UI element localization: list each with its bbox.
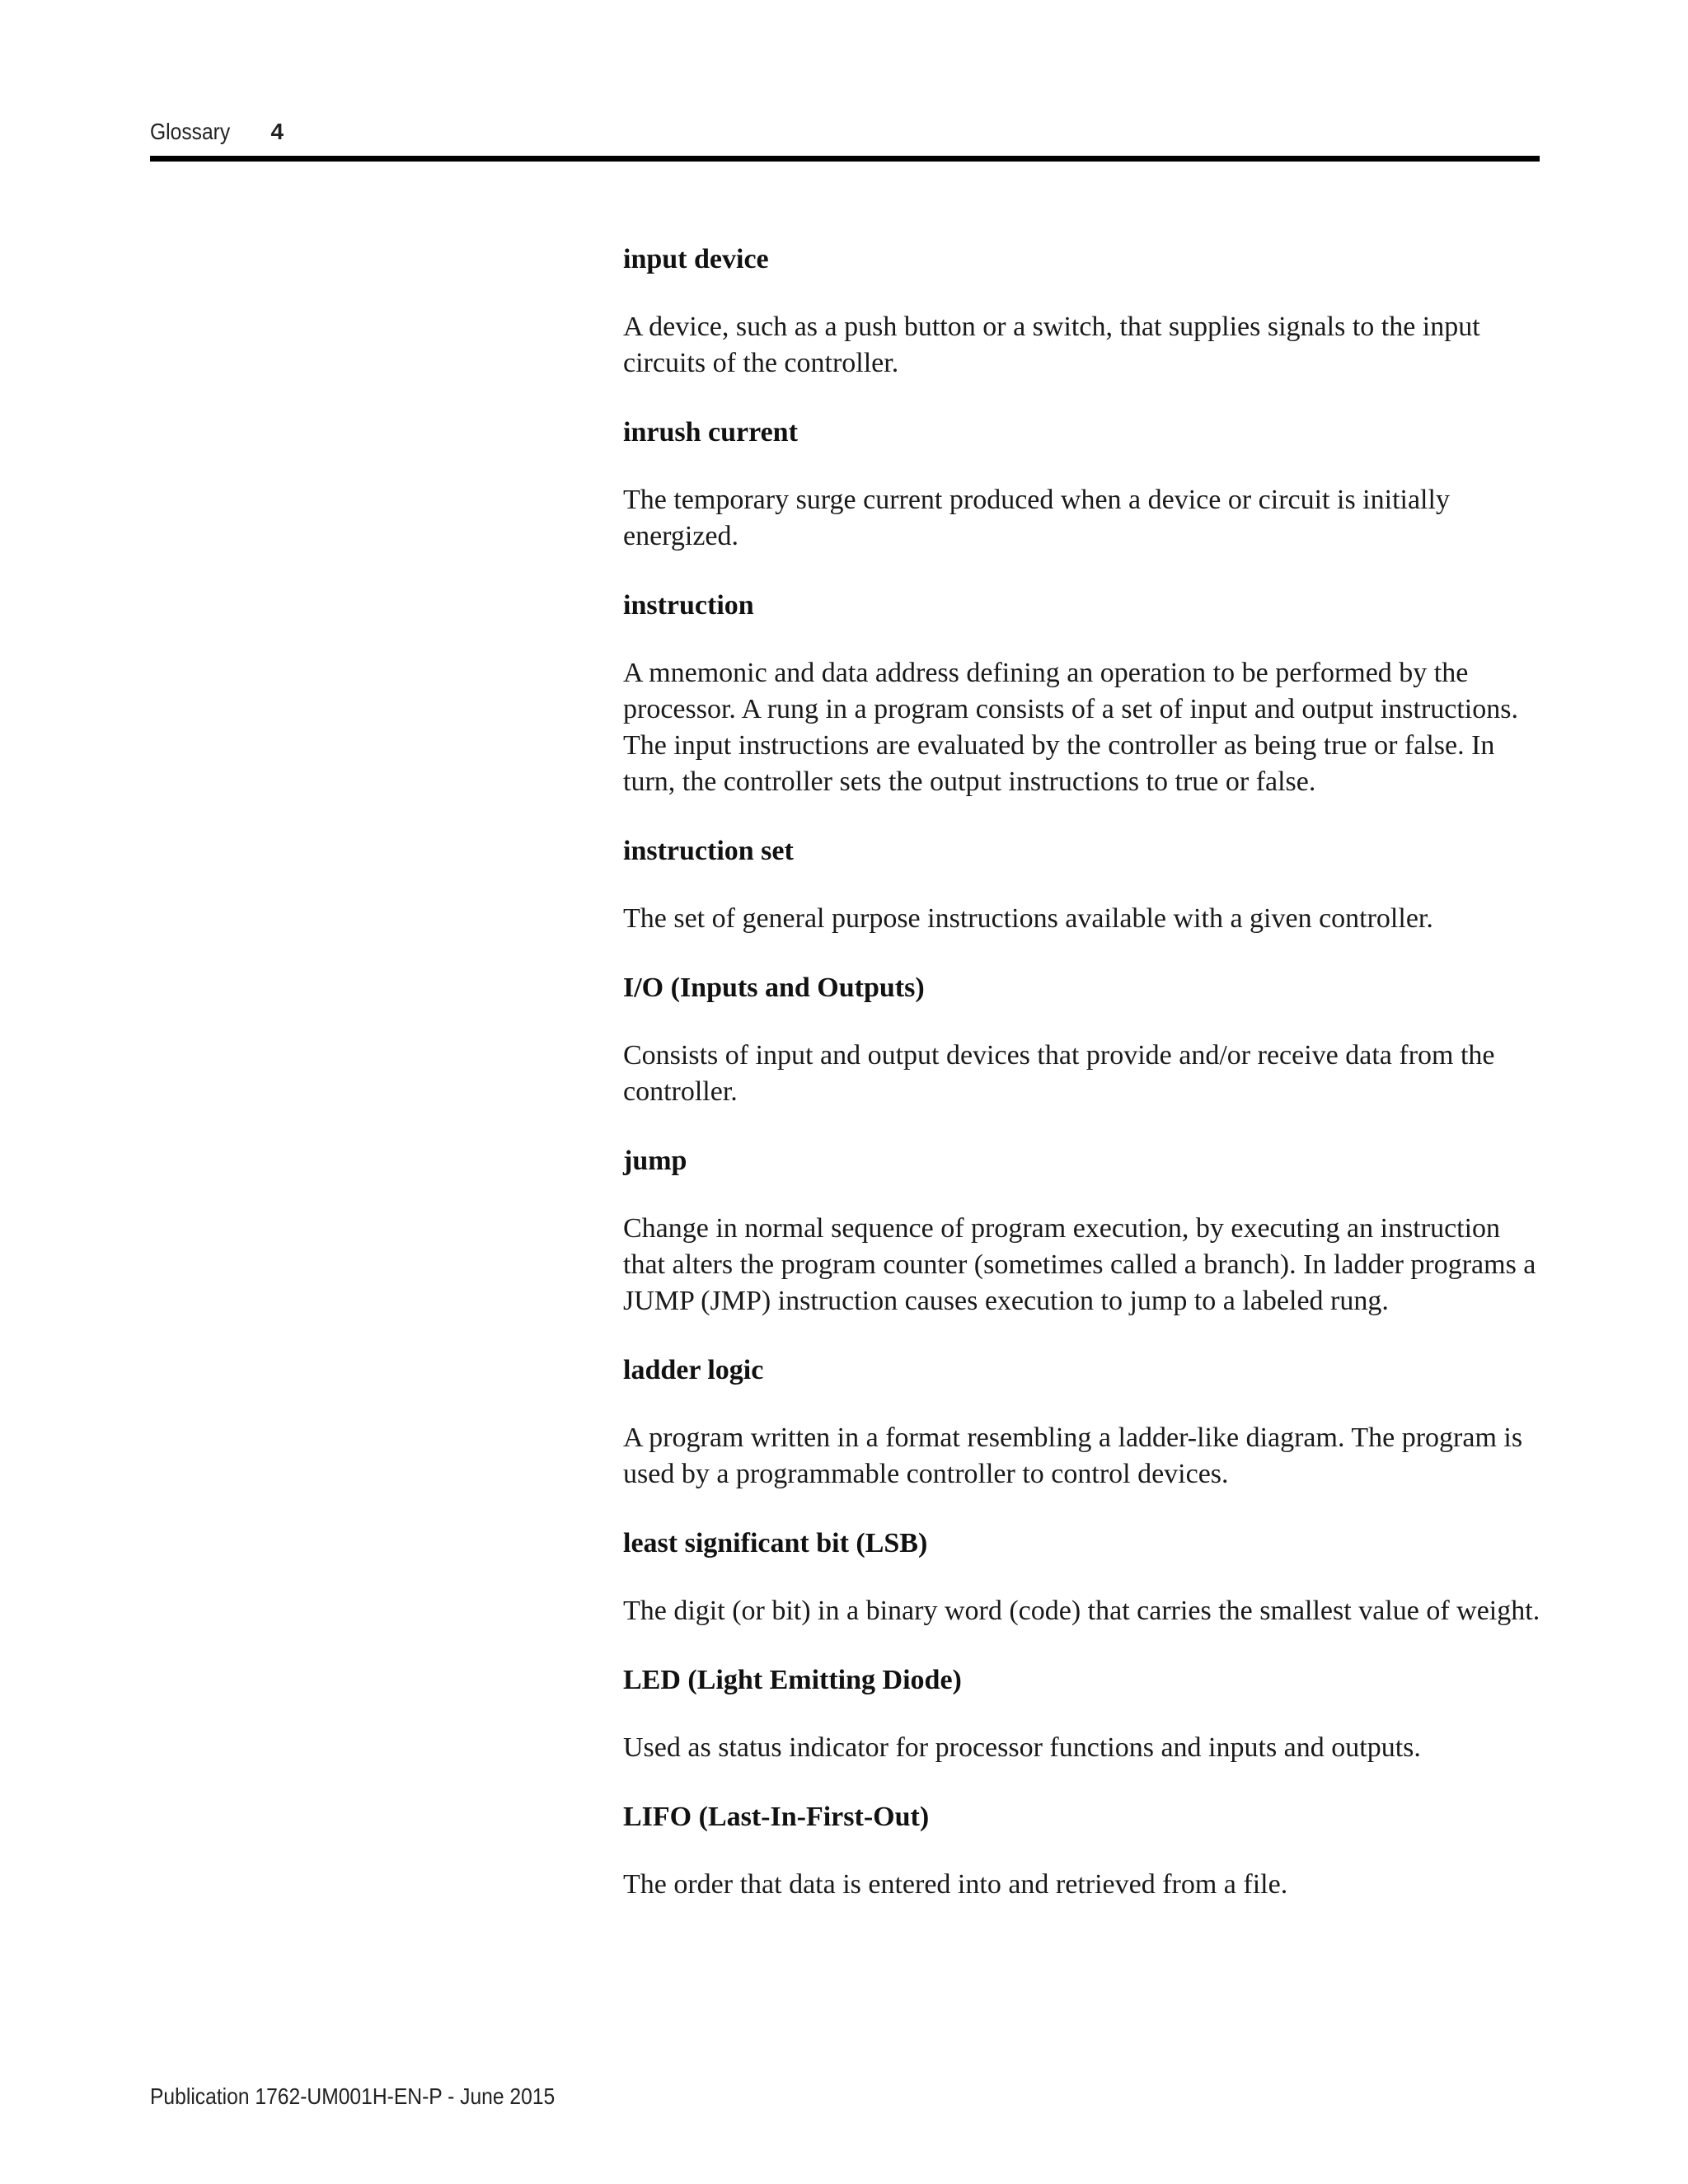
glossary-definition: The set of general purpose instructions available with a given controller. [623, 903, 1433, 934]
running-header [150, 115, 284, 148]
glossary-definition: The digit (or bit) in a binary word (code) that carries the smallest value of weight. [623, 1596, 1540, 1626]
glossary-entry [623, 1521, 1546, 1629]
glossary-definition: A device, such as a push button or a switch, that supplies signals to the input circuits of the controller. [623, 312, 1480, 378]
glossary-entry [623, 828, 1546, 937]
page-number: 4 [270, 119, 284, 144]
glossary-entry [623, 1138, 1546, 1319]
glossary-term: ladder logic [623, 1355, 764, 1385]
glossary-definition: The order that data is entered into and retrieved from a file. [623, 1869, 1288, 1900]
glossary-term: input device [623, 244, 769, 274]
header-rule [150, 156, 1540, 162]
glossary-definition: Consists of input and output devices that provide and/or receive data from the controller. [623, 1040, 1495, 1107]
glossary-definition: The temporary surge current produced when a device or circuit is initially energized. [623, 485, 1450, 551]
glossary-definition: Used as status indicator for processor functions and inputs and outputs. [623, 1732, 1421, 1763]
glossary-definition: A program written in a format resembling a ladder-like diagram. The program is used by a programmable controller to control devices. [623, 1422, 1523, 1489]
glossary-definition: Change in normal sequence of program execution, by executing an instruction that alters the program counter (sometimes called a branch). In ladder programs a JUMP (JMP) instruction causes execution to jump to a labeled rung. [623, 1213, 1536, 1316]
publication-footer: Publication 1762-UM001H-EN-P - June 2015 [150, 2083, 556, 2109]
glossary-term: LIFO (Last-In-First-Out) [623, 1802, 930, 1832]
glossary-definition: A mnemonic and data address defining an operation to be performed by the processor. A rung in a program consists of a set of input and output instructions. The input instructions are evaluated by the controller as being true or false. In turn, the controller sets the output instructions to true or false. [623, 658, 1518, 797]
glossary-entry [623, 1657, 1546, 1766]
glossary-entry [623, 583, 1546, 800]
glossary-entry [623, 965, 1546, 1110]
glossary-entry [623, 1347, 1546, 1493]
glossary-term: least significant bit (LSB) [623, 1528, 928, 1558]
section-name: Glossary [150, 119, 231, 144]
glossary-term: I/O (Inputs and Outputs) [623, 972, 925, 1003]
glossary-term: jump [623, 1146, 687, 1176]
glossary-entry [623, 410, 1546, 555]
glossary-term: instruction [623, 590, 754, 621]
glossary-term: inrush current [623, 417, 798, 448]
glossary-entry [623, 237, 1546, 382]
glossary-term: LED (Light Emitting Diode) [623, 1665, 962, 1695]
glossary-entry [623, 1794, 1546, 1903]
glossary-term: instruction set [623, 836, 794, 866]
glossary-list [623, 237, 1546, 1931]
